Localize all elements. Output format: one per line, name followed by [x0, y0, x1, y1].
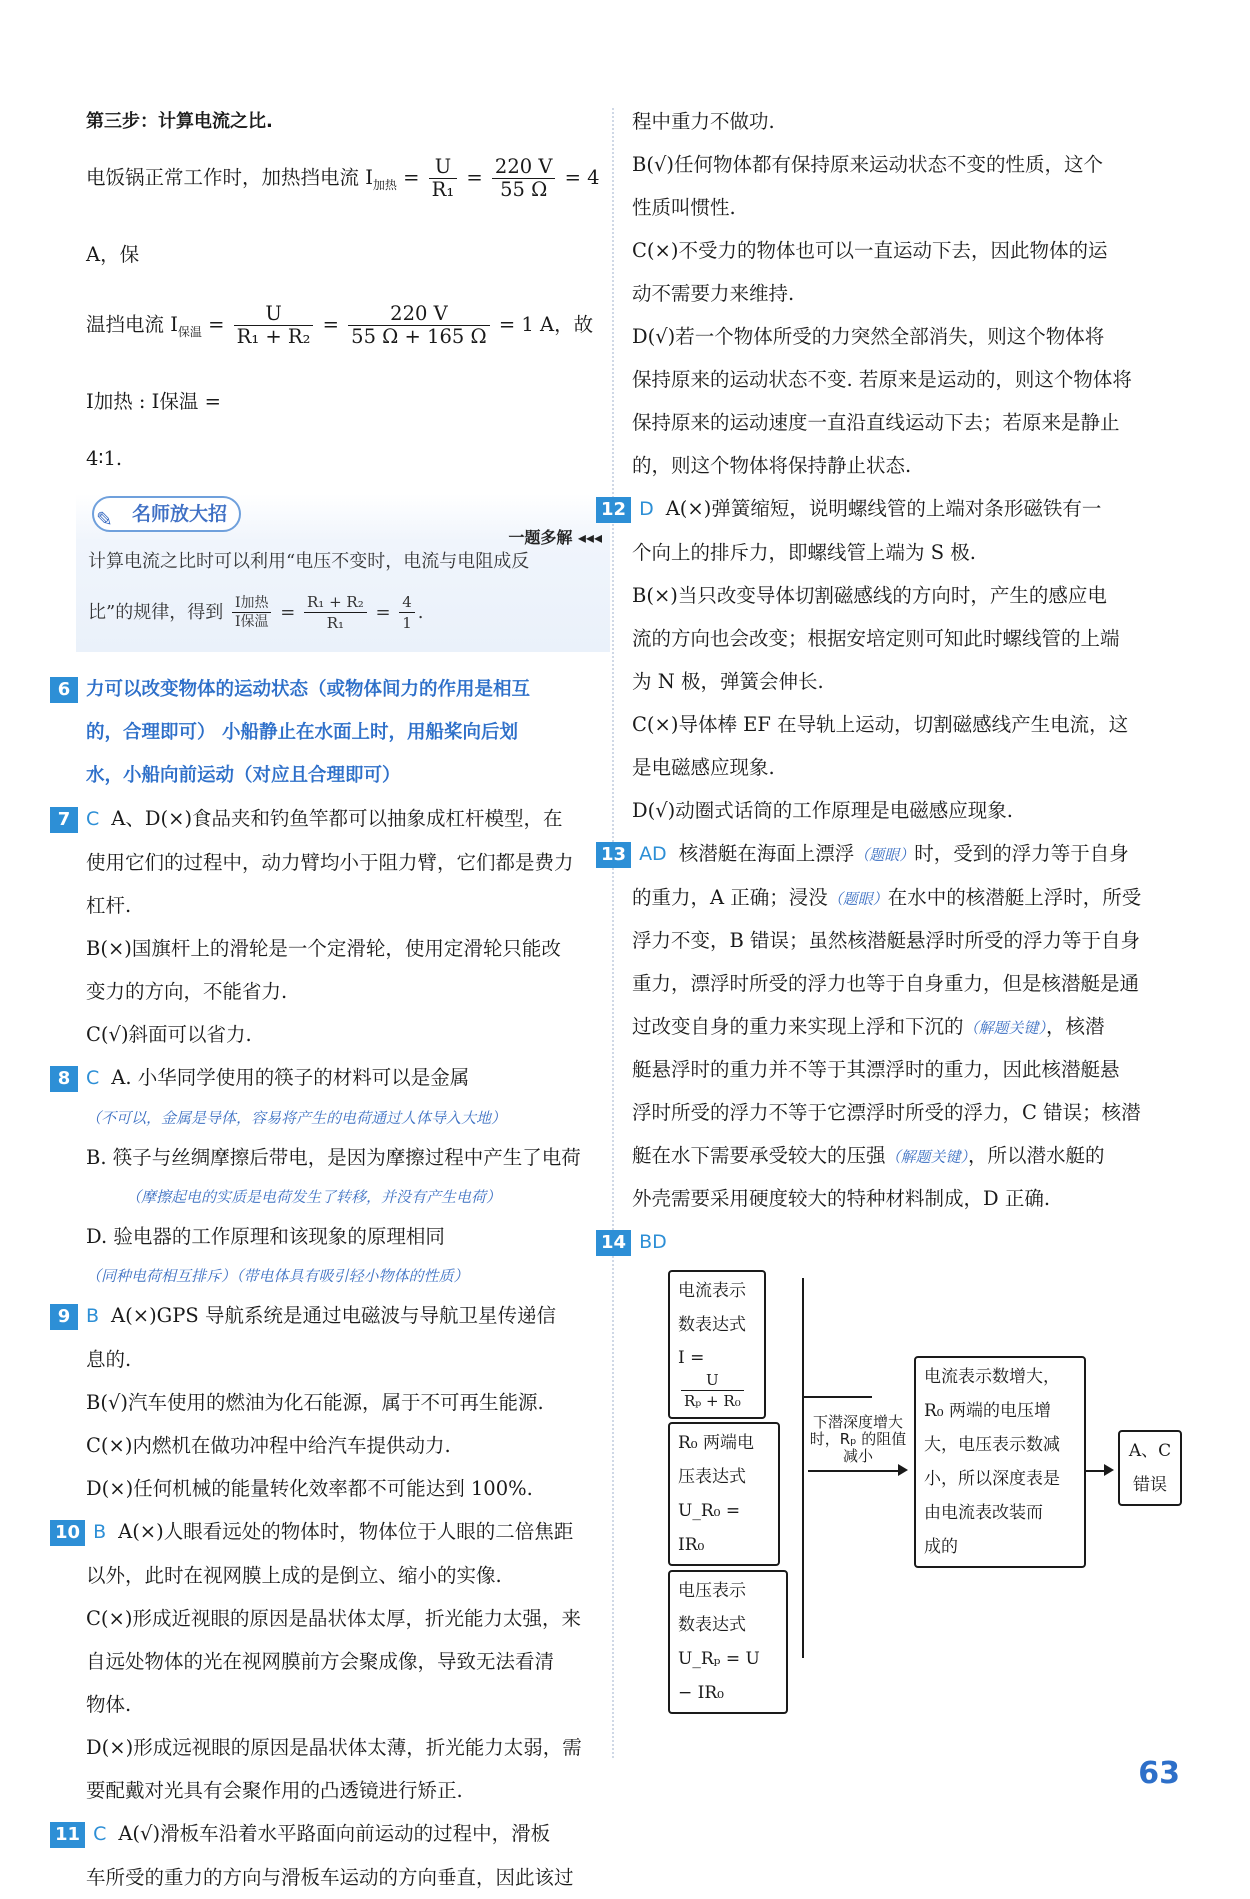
q13-answer: AD — [639, 843, 667, 865]
calc-line-1: 电饭锅正常工作时，加热挡电流 $I_{加热}$ = $\frac{U}{\text{R₁}}$ = $\frac{220 V}{55 \Omega}$ = 4 A，保 — [86, 155, 600, 266]
step3-title: 第三步：计算电流之比. — [86, 111, 273, 132]
q12-answer: D — [639, 498, 654, 520]
arrow-right-icon — [1104, 1464, 1114, 1476]
q7-line-5: 变力的方向，不能省力. — [86, 979, 288, 1003]
arrow-right-icon — [898, 1464, 908, 1476]
q8-note-1: （不可以，金属是导体，容易将产生的电荷通过人体导入大地） — [86, 1108, 507, 1127]
q10-line-6: D(×)形成远视眼的原因是晶状体太薄，折光能力太弱，需 — [86, 1735, 582, 1759]
q8-line-3: D. 验电器的工作原理和该现象的原理相同 — [86, 1224, 445, 1248]
arrow-line — [1086, 1470, 1106, 1472]
fraction: $\frac{220 V}{55 \Omega + 165 \Omega}$ — [348, 303, 490, 348]
teacher-icon: ✎ — [96, 506, 113, 531]
q12-line-1: 12 D A(×)弹簧缩短，说明螺线管的上端对条形磁铁有一 — [632, 487, 1188, 531]
q13-line-3: 浮力不变，B 错误；虽然核潜艇悬浮时所受的浮力等于自身 — [632, 929, 1141, 952]
q11-line-1: 11 C A(√)滑板车沿着水平路面向前运动的过程中，滑板 — [86, 1812, 606, 1856]
q9-line-4: C(×)内燃机在做功冲程中给汽车提供动力. — [86, 1433, 451, 1457]
q8-answer: C — [86, 1066, 100, 1089]
q12-line-5: 为 N 极，弹簧会伸长. — [632, 670, 824, 693]
q11-cont-line-6: D(√)若一个物体所受的力突然全部消失，则这个物体将 — [632, 325, 1105, 348]
q10-answer: B — [93, 1520, 107, 1543]
q11-cont-line-8: 保持原来的运动速度一直沿直线运动下去；若原来是静止 — [632, 411, 1120, 434]
fraction: $\frac{4}{1}$ — [399, 592, 415, 633]
right-column — [601, 100, 1188, 1703]
q10-number: 10 — [50, 1520, 85, 1546]
fraction: $\frac{U}{\text{R₁ + R₂}}$ — [234, 303, 314, 348]
q13-line-2: 的重力，A 正确；浸没（题眼）在水中的核潜艇上浮时，所受 — [632, 886, 1142, 909]
q11-number: 11 — [50, 1822, 85, 1848]
q9-line-1: 9 B A(×)GPS 导航系统是通过电磁波与导航卫星传递信 — [86, 1294, 606, 1338]
page-number: 63 — [1138, 1756, 1180, 1791]
q10-line-5: 物体. — [86, 1692, 132, 1716]
q11-line-2: 车所受的重力的方向与滑板车运动的方向垂直，因此该过 — [86, 1865, 574, 1889]
current-expression-box: 电流表示 数表达式 I = $\frac{U}{\text{Rₚ + R₀}}$ — [668, 1270, 766, 1419]
fraction: $\frac{\text{I加热}}{\text{I保温}}$ — [232, 594, 272, 631]
q12-line-3: B(×)当只改变导体切割磁感线的方向时，产生的感应电 — [632, 584, 1107, 607]
fraction: $\frac{\text{R₁ + R₂}}{\text{R₁}}$ — [304, 592, 367, 633]
q9-answer: B — [86, 1304, 100, 1327]
q7-line-4: B(×)国旗杆上的滑轮是一个定滑轮，使用定滑轮只能改 — [86, 936, 561, 960]
q10-line-4: 自远处物体的光在视网膜前方会聚成像，导致无法看清 — [86, 1649, 555, 1673]
q13-line-4: 重力，漂浮时所受的浮力也等于自身重力，但是核潜艇是通 — [632, 972, 1140, 995]
q13-line-1: 13 AD 核潜艇在海面上漂浮（题眼）时，受到的浮力等于自身 — [632, 832, 1188, 876]
q11-cont-line-7: 保持原来的运动状态不变. 若原来是运动的，则这个物体将 — [632, 368, 1132, 391]
q7-line-6: C(√)斜面可以省力. — [86, 1022, 252, 1046]
q12-line-4: 流的方向也会改变；根据安培定则可知此时螺线管的上端 — [632, 627, 1120, 650]
q12-number: 12 — [596, 497, 631, 523]
fraction: $\frac{220 V}{55 \Omega}$ — [492, 156, 556, 201]
q14-line-1 — [601, 1220, 1188, 1264]
q11-cont-line-2: B(√)任何物体都有保持原来运动状态不变的性质，这个 — [632, 153, 1103, 176]
r0-voltage-box: R₀ 两端电 压表达式 U_R₀ = IR₀ — [668, 1422, 780, 1566]
q12-line-8: D(√)动圈式话筒的工作原理是电磁感应现象. — [632, 799, 1013, 822]
q13-number: 13 — [596, 842, 631, 868]
q9-line-5: D(×)任何机械的能量转化效率都不可能达到 100%. — [86, 1476, 533, 1500]
q14-number: 14 — [596, 1230, 631, 1256]
q6-line-3: 水，小船向前运动（对应且合理即可） — [86, 764, 401, 786]
final-box: A、C 错误 — [1118, 1430, 1182, 1506]
q9-number: 9 — [50, 1304, 78, 1330]
q11-answer: C — [93, 1822, 107, 1845]
q11-cont-line-4: C(×)不受力的物体也可以一直运动下去，因此物体的运 — [632, 239, 1108, 262]
q13-line-9: 外壳需要采用硬度较大的特种材料制成，D 正确. — [632, 1187, 1051, 1210]
q11-cont-line-3: 性质叫惯性. — [632, 196, 736, 219]
tip-body: 计算电流之比时可以利用“电压不变时，电流与电阻成反 比”的规律，得到 $\frac{\text{I加热}}{\text{I保温}}$ = $\frac{\text{R₁ + R₂}}{\text{R₁}}$ = $\frac{4}{1}$ . — [88, 550, 530, 633]
q10-line-2: 以外，此时在视网膜上成的是倒立、缩小的实像. — [86, 1563, 502, 1587]
q10-line-7: 要配戴对光具有会聚作用的凸透镜进行矫正. — [86, 1778, 463, 1802]
voltage-expression-box: 电压表示 数表达式 U_Rₚ = U − IR₀ — [668, 1570, 788, 1714]
q6-number: 6 — [50, 677, 78, 703]
q6-line-2: 的，合理即可） 小船静止在水面上时，用船桨向后划 — [86, 721, 518, 743]
calc-line-3: 4∶1. — [86, 446, 123, 470]
q11-cont-line-5: 动不需要力来维持. — [632, 282, 795, 305]
arrow-line — [808, 1470, 900, 1472]
q11-cont-line-9: 的，则这个物体将保持静止状态. — [632, 454, 912, 477]
q14-flow-diagram — [632, 1264, 1188, 1703]
q8-note-3: （同种电荷相互排斥）（带电体具有吸引轻小物体的性质） — [86, 1266, 469, 1285]
calc-line-2: 温挡电流 $I_{保温}$ = $\frac{U}{\text{R₁ + R₂}}$ = $\frac{220 V}{55 \Omega + 165 \Omega}$ = 1 A，故 I加热 : I保温 = — [86, 301, 594, 413]
q11-cont-line-1: 程中重力不做功. — [632, 110, 775, 133]
q7-line-3: 杠杆. — [86, 893, 132, 917]
bracket-line — [802, 1278, 804, 1658]
condition-label: 下潜深度增大时，Rₚ 的阻值减小 — [809, 1413, 907, 1465]
left-column — [55, 100, 606, 1899]
tip-title: 名师放大招 — [92, 496, 241, 532]
q9-line-3: B(√)汽车使用的燃油为化石能源，属于不可再生能源. — [86, 1390, 544, 1414]
q8-line-2: B. 筷子与丝绸摩擦后带电，是因为摩擦过程中产生了电荷 — [86, 1145, 581, 1169]
tip-subtitle: 一题多解 ◂◂◂ — [508, 527, 602, 547]
q12-line-2: 个向上的排斥力，即螺线管上端为 S 极. — [632, 541, 976, 564]
q6-line-1: 6 力可以改变物体的运动状态（或物体间力的作用是相互 — [86, 668, 606, 711]
q8-note-2: （摩擦起电的实质是电荷发生了转移，并没有产生电荷） — [126, 1187, 502, 1206]
q9-line-2: 息的. — [86, 1347, 132, 1371]
q7-line-1: 7 C A、D(×)食品夹和钓鱼竿都可以抽象成杠杆模型，在 — [86, 797, 606, 841]
q7-line-2: 使用它们的过程中，动力臂均小于阻力臂，它们都是费力 — [86, 850, 574, 874]
result-box: 电流表示数增大， R₀ 两端的电压增 大，电压表示数减 小，所以深度表是 由电流表改装而 成的 — [914, 1356, 1086, 1568]
column-divider — [612, 108, 614, 1758]
q13-line-7: 浮时所受的浮力不等于它漂浮时所受的浮力，C 错误；核潜 — [632, 1101, 1141, 1124]
q7-answer: C — [86, 807, 100, 830]
q13-line-5: 过改变自身的重力来实现上浮和下沉的（解题关键），核潜 — [632, 1015, 1105, 1038]
q13-line-6: 艇悬浮时的重力并不等于其漂浮时的重力，因此核潜艇悬 — [632, 1058, 1120, 1081]
q10-line-3: C(×)形成近视眼的原因是晶状体太厚，折光能力太强，来 — [86, 1606, 581, 1630]
q7-number: 7 — [50, 807, 78, 833]
q12-line-6: C(×)导体棒 EF 在导轨上运动，切割磁感线产生电流，这 — [632, 713, 1129, 736]
q12-line-7: 是电磁感应现象. — [632, 756, 775, 779]
teacher-tip-box — [76, 494, 610, 652]
q14-answer: BD — [639, 1231, 667, 1253]
q10-line-1: 10 B A(×)人眼看远处的物体时，物体位于人眼的二倍焦距 — [86, 1510, 606, 1554]
connector-line — [802, 1396, 872, 1398]
q13-line-8: 艇在水下需要承受较大的压强（解题关键），所以潜水艇的 — [632, 1144, 1105, 1167]
q8-number: 8 — [50, 1066, 78, 1092]
fraction: $\frac{U}{\text{R₁}}$ — [429, 156, 458, 201]
q8-line-1: 8 C A. 小华同学使用的筷子的材料可以是金属 — [86, 1056, 606, 1100]
